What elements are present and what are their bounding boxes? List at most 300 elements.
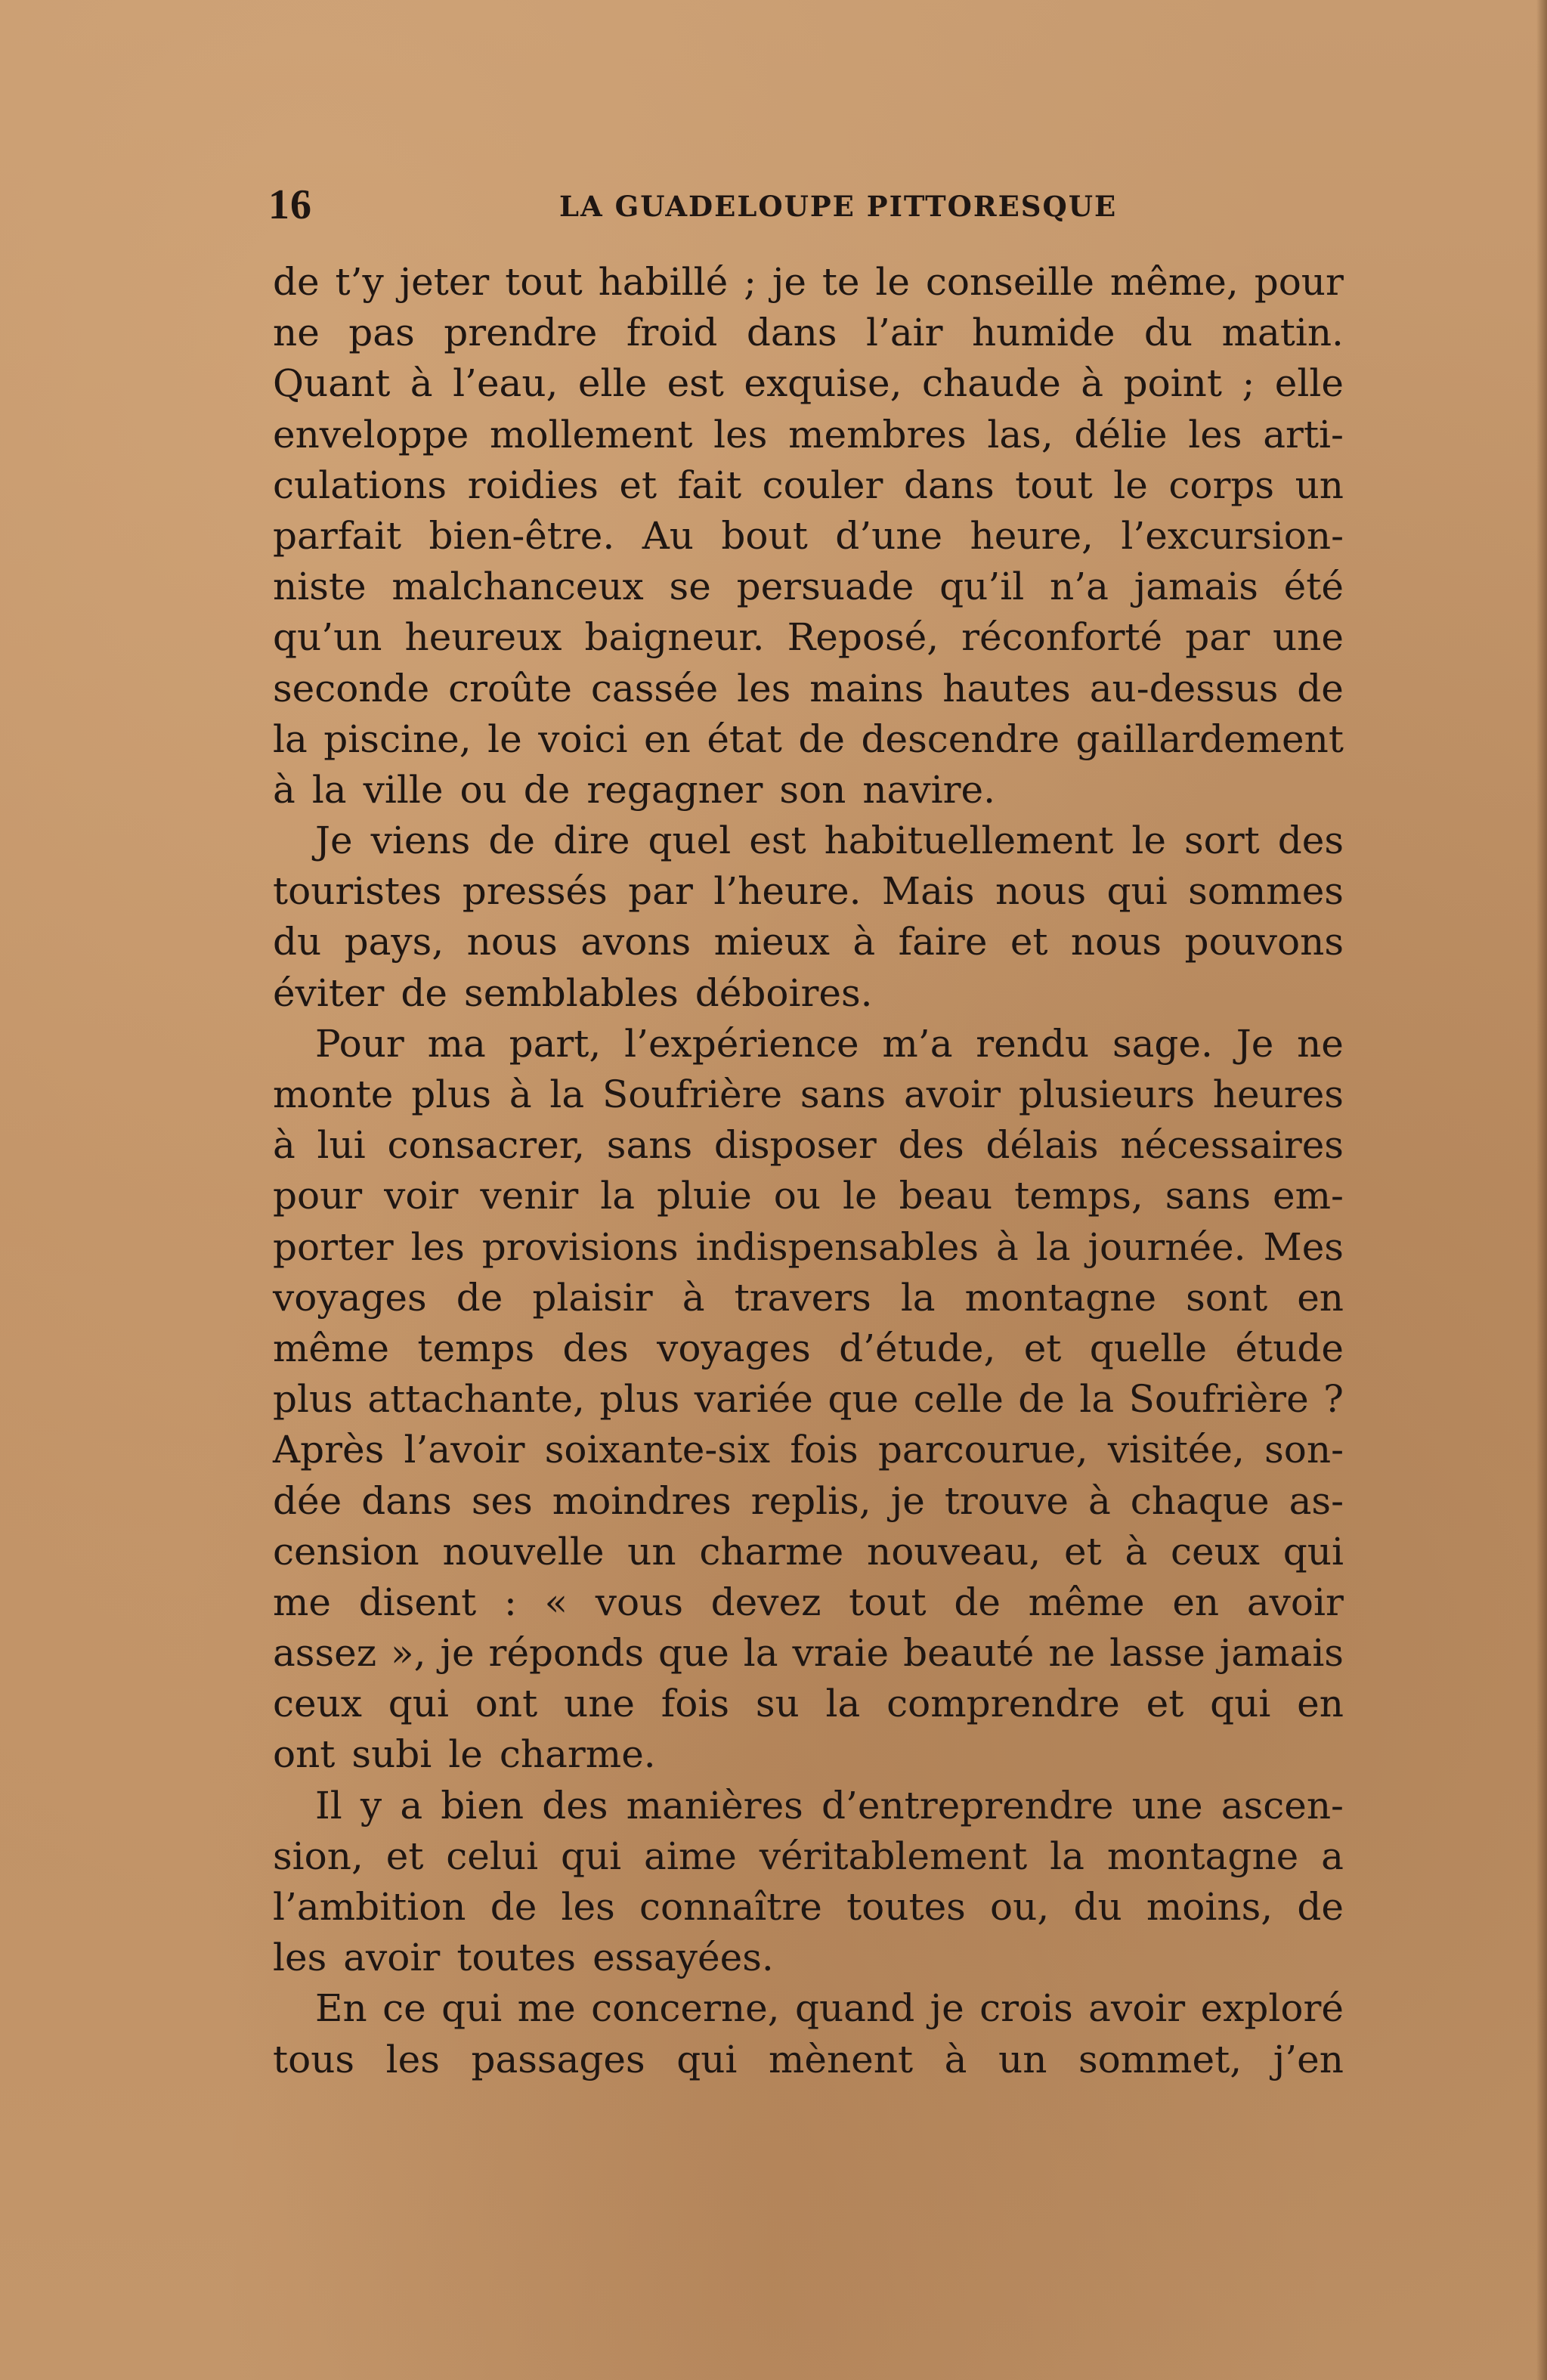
word: Au — [642, 513, 695, 558]
word: nous — [1070, 920, 1162, 964]
word: la — [825, 1682, 861, 1726]
word: membres — [788, 412, 967, 457]
word: à — [682, 1275, 705, 1320]
word: as- — [1289, 1478, 1344, 1523]
text-line — [273, 1983, 1344, 2034]
word: t’y — [335, 260, 384, 304]
word: heure, — [970, 513, 1094, 558]
word: beauté — [903, 1631, 1035, 1676]
text-line — [273, 1120, 1344, 1171]
page-edge-shadow — [1536, 0, 1547, 2380]
word: l’avoir — [404, 1428, 525, 1472]
word: seconde — [273, 666, 430, 710]
word: qu’un — [273, 615, 382, 660]
text-line — [273, 765, 1344, 816]
word: assez — [273, 1631, 377, 1676]
word: plus — [273, 1377, 353, 1422]
word: été — [1283, 565, 1344, 609]
word: cassée — [590, 666, 719, 710]
word: ceux — [1171, 1529, 1260, 1574]
body-text — [273, 257, 1344, 2085]
word: Mes — [1263, 1224, 1344, 1269]
word: montagne — [1106, 1834, 1299, 1878]
word: nous — [466, 920, 558, 964]
word: qui — [441, 1986, 503, 2031]
word: crois — [979, 1986, 1073, 2031]
word: chaque — [1130, 1478, 1270, 1523]
word: délais — [985, 1123, 1099, 1168]
word: : — [503, 1580, 517, 1624]
word: Après — [273, 1428, 385, 1472]
word: journée. — [1088, 1224, 1246, 1269]
word: à — [410, 361, 433, 406]
word: ses — [471, 1478, 533, 1523]
word: piscine, — [323, 716, 472, 761]
word: comprendre — [886, 1682, 1120, 1726]
word: a — [1321, 1834, 1344, 1878]
word: Soufrière — [602, 1072, 783, 1116]
word: fois — [661, 1682, 730, 1726]
text-line — [273, 1781, 1344, 1831]
word: voyages — [273, 1275, 427, 1320]
word: qui — [1210, 1682, 1271, 1726]
word: qui — [1282, 1529, 1344, 1574]
word: persuade — [736, 565, 914, 609]
text-line — [273, 1933, 1344, 1983]
word: et — [1010, 920, 1048, 964]
word: lasse — [1109, 1631, 1205, 1676]
word: des — [898, 1123, 964, 1168]
word: délie — [1074, 412, 1168, 457]
word: fois — [790, 1428, 859, 1472]
word: qu’il — [939, 565, 1025, 609]
word: ma — [427, 1021, 486, 1066]
word: qui — [1106, 869, 1168, 914]
word: pour — [1254, 260, 1344, 304]
word: connaître — [639, 1885, 822, 1929]
word: heures — [1212, 1072, 1344, 1116]
word: manières — [626, 1783, 803, 1828]
word: lui — [317, 1123, 366, 1168]
word: avoir — [343, 1936, 441, 1980]
word: croûte — [448, 666, 572, 710]
word: la — [743, 1631, 778, 1676]
word: trouve — [944, 1478, 1069, 1523]
word: ? — [1323, 1377, 1344, 1422]
word: dans — [746, 311, 837, 355]
word: humide — [972, 311, 1115, 355]
text-line — [273, 358, 1344, 409]
word: du — [1073, 1885, 1122, 1929]
word: m’a — [882, 1021, 953, 1066]
word: beau — [899, 1174, 993, 1218]
text-line — [273, 816, 1344, 866]
text-line — [273, 460, 1344, 511]
word: la — [1035, 1224, 1071, 1269]
word: habituellement — [824, 819, 1114, 863]
word: je — [890, 1478, 925, 1523]
word: la — [311, 767, 347, 812]
word: ne — [1297, 1021, 1344, 1066]
word: même — [1028, 1580, 1145, 1624]
word: sion, — [273, 1834, 364, 1878]
word: celle — [913, 1377, 1004, 1422]
word: semblables — [464, 970, 679, 1015]
word: la — [273, 716, 308, 761]
word: son- — [1264, 1428, 1344, 1472]
word: dée — [273, 1478, 342, 1523]
word: à — [995, 1224, 1019, 1269]
word: Je — [315, 819, 353, 863]
word: ne — [1048, 1631, 1096, 1676]
word: ville — [363, 767, 444, 812]
word: exquise, — [744, 361, 902, 406]
word: état — [707, 716, 782, 761]
word: descendre — [861, 716, 1060, 761]
word: dans — [903, 463, 995, 507]
word: le — [448, 1732, 483, 1777]
text-line — [273, 1273, 1344, 1323]
word: bout — [721, 513, 808, 558]
word: l’air — [865, 311, 943, 355]
word: monte — [273, 1072, 394, 1116]
word: disent — [358, 1580, 477, 1624]
word: de — [1297, 1885, 1344, 1929]
word: sage. — [1112, 1021, 1213, 1066]
word: n’a — [1050, 565, 1109, 609]
word: chaude — [921, 361, 1061, 406]
word: de — [1018, 1377, 1065, 1422]
word: les — [713, 412, 768, 457]
word: d’étude, — [839, 1326, 996, 1370]
word: nouvelle — [442, 1529, 605, 1574]
word: celui — [446, 1834, 539, 1878]
word: te — [821, 260, 860, 304]
word: parcourue, — [877, 1428, 1088, 1472]
word: vraie — [792, 1631, 890, 1676]
word: un — [627, 1529, 676, 1574]
word: à — [852, 920, 876, 964]
word: à — [273, 767, 295, 812]
word: une — [1272, 615, 1344, 660]
word: charme. — [499, 1732, 656, 1777]
word: toutes — [846, 1885, 966, 1929]
word: ceux — [273, 1682, 362, 1726]
word: ont — [273, 1732, 336, 1777]
page-number: 16 — [268, 181, 312, 228]
word: porter — [273, 1224, 394, 1269]
word: jamais — [1134, 565, 1258, 609]
word: dire — [552, 819, 630, 863]
word: », — [391, 1631, 426, 1676]
word: Quant — [273, 361, 391, 406]
word: malchanceux — [391, 565, 644, 609]
text-line — [273, 714, 1344, 765]
word: avoir — [1246, 1580, 1344, 1624]
text-line — [273, 1425, 1344, 1475]
word: des — [1277, 819, 1344, 863]
word: fait — [677, 463, 742, 507]
word: tous — [273, 2037, 355, 2081]
word: je — [930, 1986, 964, 2031]
word: du — [273, 920, 322, 964]
word: disposer — [713, 1123, 877, 1168]
word: est — [667, 361, 724, 406]
word: le — [487, 716, 522, 761]
word: de — [401, 970, 448, 1015]
word: de — [1297, 666, 1344, 710]
word: regagner — [586, 767, 763, 812]
word: tout — [849, 1580, 927, 1624]
word: les — [410, 1224, 465, 1269]
word: plaisir — [532, 1275, 653, 1320]
text-line — [273, 308, 1344, 358]
word: je — [772, 260, 806, 304]
word: voici — [538, 716, 628, 761]
word: ou, — [990, 1885, 1050, 1929]
word: bien-être. — [429, 513, 615, 558]
word: jamais — [1219, 1631, 1344, 1676]
running-head — [268, 178, 1341, 231]
word: et — [1146, 1682, 1184, 1726]
text-line — [273, 1222, 1344, 1273]
word: venir — [480, 1174, 579, 1218]
word: variée — [694, 1377, 813, 1422]
word: le — [1131, 819, 1166, 863]
word: les — [273, 1936, 327, 1980]
text-line — [273, 2035, 1344, 2085]
word: le — [1113, 463, 1148, 507]
word: pluie — [657, 1174, 752, 1218]
word: et — [1023, 1326, 1062, 1370]
word: réponds — [488, 1631, 645, 1676]
word: Reposé, — [787, 615, 939, 660]
word: Je — [1236, 1021, 1274, 1066]
word: enveloppe — [273, 412, 469, 457]
word: replis, — [750, 1478, 871, 1523]
word: de — [798, 716, 845, 761]
word: l’expérience — [624, 1021, 859, 1066]
word: dans — [361, 1478, 452, 1523]
word: navire. — [862, 767, 995, 812]
word: éviter — [273, 970, 385, 1015]
word: part, — [509, 1021, 602, 1066]
word: ne — [273, 311, 320, 355]
word: soixante-six — [544, 1428, 771, 1472]
word: sort — [1183, 819, 1260, 863]
word: par — [1185, 615, 1250, 660]
word: elle — [577, 361, 648, 406]
word: a — [400, 1783, 423, 1828]
word: froid — [626, 311, 718, 355]
word: qui — [560, 1834, 622, 1878]
word: à — [944, 2037, 967, 2081]
word: l’eau, — [453, 361, 558, 406]
word: des — [542, 1783, 608, 1828]
word: pour — [273, 1174, 363, 1218]
word: em- — [1273, 1174, 1344, 1218]
word: prendre — [444, 311, 598, 355]
word: jeter — [399, 260, 490, 304]
word: d’entreprendre — [821, 1783, 1114, 1828]
word: même, — [1109, 260, 1239, 304]
word: le — [875, 260, 910, 304]
word: su — [755, 1682, 800, 1726]
word: touristes — [273, 869, 442, 914]
word: nous — [995, 869, 1087, 914]
word: réconforté — [961, 615, 1163, 660]
word: une — [1131, 1783, 1203, 1828]
word: matin. — [1221, 311, 1344, 355]
word: roidies — [467, 463, 599, 507]
word: Mais — [881, 869, 975, 914]
word: culations — [273, 463, 447, 507]
word: de — [490, 1885, 537, 1929]
word: viens — [370, 819, 471, 863]
text-line — [273, 1069, 1344, 1120]
word: essayées. — [593, 1936, 774, 1980]
word: de — [273, 260, 320, 304]
word: les — [561, 1885, 615, 1929]
word: je — [440, 1631, 475, 1676]
text-line — [273, 1323, 1344, 1374]
word: étude — [1235, 1326, 1344, 1370]
word: tout — [1015, 463, 1093, 507]
word: en — [1297, 1275, 1344, 1320]
word: devez — [710, 1580, 821, 1624]
word: cension — [273, 1529, 419, 1574]
word: ; — [1242, 361, 1255, 406]
text-line — [273, 1729, 1344, 1780]
word: véritablement — [759, 1834, 1028, 1878]
word: son — [779, 767, 846, 812]
word: Pour — [315, 1021, 404, 1066]
word: passages — [471, 2037, 645, 2081]
word: moins, — [1146, 1885, 1273, 1929]
word: y — [360, 1783, 382, 1828]
word: pressés — [462, 869, 608, 914]
text-line — [273, 1628, 1344, 1679]
running-title: LA GUADELOUPE PITTORESQUE — [559, 190, 1118, 223]
word: sans — [800, 1072, 886, 1116]
word: la — [900, 1275, 936, 1320]
word: à — [1125, 1529, 1148, 1574]
word: en — [1297, 1682, 1344, 1726]
word: les — [385, 2037, 440, 2081]
word: de — [456, 1275, 503, 1320]
word: habillé — [598, 260, 729, 304]
word: nécessaires — [1120, 1123, 1344, 1168]
word: plusieurs — [1018, 1072, 1196, 1116]
word: pas — [348, 311, 415, 355]
text-line — [273, 562, 1344, 612]
word: indispensables — [695, 1224, 979, 1269]
text-line — [273, 1679, 1344, 1729]
word: l’heure. — [713, 869, 862, 914]
text-line — [273, 410, 1344, 460]
word: vous — [595, 1580, 683, 1624]
word: déboires. — [695, 970, 873, 1015]
word: de — [488, 819, 535, 863]
text-line — [273, 1831, 1344, 1882]
word: qui — [388, 1682, 449, 1726]
word: temps — [417, 1326, 535, 1370]
word: aime — [644, 1834, 737, 1878]
word: des — [562, 1326, 629, 1370]
word: heureux — [404, 615, 562, 660]
word: exploré — [1200, 1986, 1344, 2031]
word: par — [628, 869, 693, 914]
word: pouvons — [1184, 920, 1344, 964]
word: sommet, — [1078, 2037, 1242, 2081]
word: ou — [459, 767, 507, 812]
word: rendu — [976, 1021, 1090, 1066]
word: niste — [273, 565, 367, 609]
word: un — [1295, 463, 1344, 507]
word: me — [517, 1986, 576, 2031]
word: à — [1088, 1478, 1111, 1523]
text-line — [273, 866, 1344, 917]
word: En — [315, 1986, 367, 2031]
word: et — [385, 1834, 424, 1878]
word: même — [273, 1326, 390, 1370]
word: les — [1188, 412, 1242, 457]
word: conseille — [925, 260, 1094, 304]
word: pays, — [344, 920, 444, 964]
word: de — [954, 1580, 1001, 1624]
word: l’excursion- — [1121, 513, 1344, 558]
word: sans — [606, 1123, 693, 1168]
word: consacrer, — [387, 1123, 586, 1168]
word: se — [669, 565, 711, 609]
word: ont — [475, 1682, 538, 1726]
text-line — [273, 612, 1344, 663]
word: un — [998, 2037, 1047, 2081]
word: baigneur. — [584, 615, 765, 660]
word: la — [600, 1174, 636, 1218]
word: mènent — [768, 2037, 914, 2081]
text-line — [273, 968, 1344, 1019]
word: une — [564, 1682, 635, 1726]
word: toutes — [456, 1936, 577, 1980]
word: parfait — [273, 513, 402, 558]
word: que — [657, 1631, 729, 1676]
word: sommes — [1188, 869, 1344, 914]
word: provisions — [481, 1224, 679, 1269]
word: visitée, — [1107, 1428, 1245, 1472]
word: l’ambition — [273, 1885, 466, 1929]
text-line — [273, 1019, 1344, 1069]
word: en — [1172, 1580, 1220, 1624]
word: mollement — [490, 412, 693, 457]
word: corps — [1168, 463, 1275, 507]
word: elle — [1274, 361, 1344, 406]
text-line — [273, 257, 1344, 308]
word: Soufrière — [1128, 1377, 1309, 1422]
word: ou — [773, 1174, 821, 1218]
word: montagne — [964, 1275, 1157, 1320]
word: sans — [1165, 1174, 1252, 1218]
word: avoir — [1088, 1986, 1186, 2031]
word: sont — [1186, 1275, 1268, 1320]
word: est — [749, 819, 806, 863]
word: hautes — [942, 666, 1071, 710]
word: j’en — [1273, 2037, 1344, 2081]
word: de — [523, 767, 571, 812]
word: bien — [441, 1783, 524, 1828]
word: las, — [987, 412, 1054, 457]
word: charme — [699, 1529, 844, 1574]
